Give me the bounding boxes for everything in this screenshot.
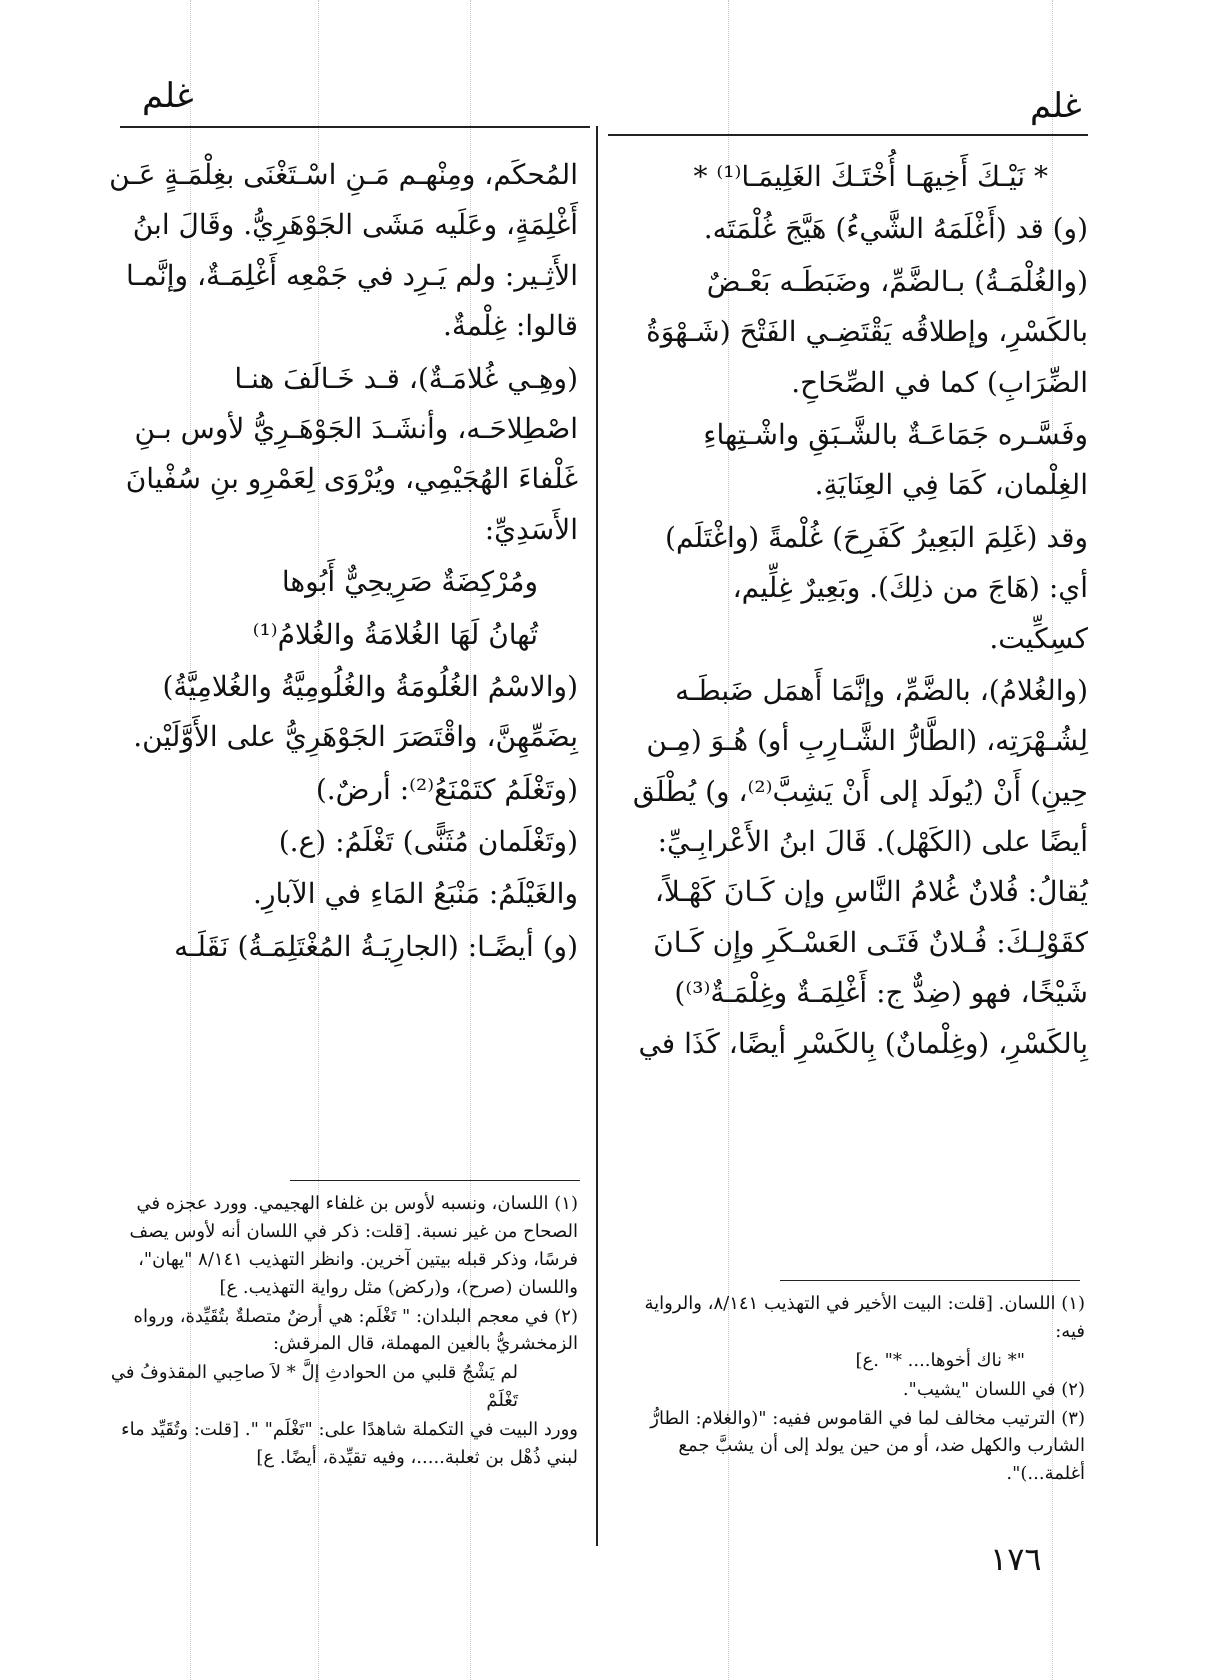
footnote: (١) اللسان. [قلت: البيت الأخير في التهذيب ٨/١٤١، والرواية فيه:: [644, 1293, 1085, 1342]
entry-paragraph: (و) أيضًـا: (الجارِيَـةُ المُغْتَلِمَـةُ) نَقَلَـه: [174, 929, 578, 963]
footnote-rule-left: [290, 1180, 580, 1181]
entry-paragraph: المُحكَم، ومِنْهـم مَـنِ اسْـتَغْنَى بغِلْمَـةٍ عَـن أَغْلِمَةٍ، وعَلَيه مَشَى الجَوْهَرِيُّ. وقَالَ ابنُ الأَثِـير: ولم يَـرِد في جَمْعِه أَغْلِمَـةٌ، وإنَّمـا قالوا: غِلْمةٌ.: [109, 158, 578, 343]
running-header-left: غلم: [142, 76, 194, 116]
entry-paragraph: (و) قد (أَغْلَمَهُ الشَّيءُ) هَيَّجَ غُلْمَتَه.: [703, 212, 1088, 246]
entry-paragraph: (والاسْمُ الغُلُومَةُ والغُلُومِيَّةُ والغُلامِيَّةُ) بِضَمِّهِنَّ، واقْتَصَرَ الجَوْهَرِيُّ على الأَوَّلَيْن.: [133, 669, 578, 754]
entry-paragraph: وقد (غَلِمَ البَعِيرُ كَفَرِحَ) غُلْمةً (واغْتَلَم) أي: (هَاجَ من ذلِكَ). وبَعِيرٌ غِلِّيم، كسِكِّيت.: [665, 520, 1088, 655]
footnote-rule-right: [780, 1280, 1080, 1281]
footnote-verse: لم يَشْجُ قلبي من الحوادثِ إلَّ * لاَ صاحِبي المقذوفُ في تَغْلَمْ: [110, 1362, 518, 1412]
entry-paragraph: (والغُلْمَـةُ) بـالضَّمِّ، وضَبَطَـه بَعْـضٌ بالكَسْرِ، وإطلاقُه يَقْتَضِـي الفَتْحَ (شَـهْوَةُ الضِّرَابِ) كما في الصِّحَاحِ.: [646, 264, 1088, 399]
footnote: (٢) في اللسان "يشيب".: [902, 1378, 1085, 1400]
footnote: وورد البيت في التكملة شاهدًا على: "تَغْلَم" ". [قلت: وتُقَيِّد ماء لبني ذُهْل بن ثعلبة.....، وفيه تقيِّدة، أيضًا. ع]: [121, 1419, 578, 1469]
footnote: (٣) الترتيب مخالف لما في القاموس ففيه: "(والغلام: الطارُّ الشارب والكهل ضد، أو من حين يولد إلى أن يشبَّ جمع أغلمة...)".: [650, 1407, 1085, 1485]
footnote-verse: "* ناك أخوها.... *" .ع]: [855, 1349, 1025, 1371]
header-rule-left: [120, 126, 590, 128]
entry-paragraph: وفَسَّـره جَمَاعَـةٌ بالشَّـبَقِ واشْـتِهاءِ الغِلْمان، كَمَا فِي العِنَايَةِ.: [703, 417, 1088, 502]
footnote: (١) اللسان، ونسبه لأوس بن غلفاء الهجيمي. وورد عجزه في الصحاح من غير نسبة. [قلت: ذكر في اللسان أنه لأوس يصف فرسًا، وذكر قبله بيتين آخرين. وانظر التهذيب ٨/١٤١ "يهان"، واللسان (صرح)، و(ركض) مثل رواية التهذيب. ع]: [129, 1193, 578, 1298]
entry-paragraph: والغَيْلَمُ: مَنْبَعُ المَاءِ في الآبارِ.: [253, 877, 578, 911]
entry-paragraph: (وتَغْلَمُ كتَمْنَعُ⁽²⁾: أرضٌ.): [315, 772, 578, 806]
entry-paragraph: (وتَغْلَمان مُثَنًّى) تَغْلَمُ: (ع.): [278, 825, 578, 859]
running-header-right: غلم: [1030, 86, 1082, 126]
verse-line: تُهانُ لَهَا الغُلامَةُ والغُلامُ⁽¹⁾: [252, 617, 538, 651]
entry-paragraph: (وهِـي غُلامَـةٌ)، قـد خَـالَفَ هنـا اصْطِلاحَـه، وأنشَـدَ الجَوْهَـرِيُّ لأوس بـنِ غَلْفاءَ الهُجَيْمِي، ويُرْوَى لِعَمْرِو بنِ سُفْيانَ الأَسَدِيِّ:: [125, 361, 578, 546]
left-footnotes: [108, 1190, 578, 1473]
verse-line: ومُرْكِضَةٌ صَرِيحِيٌّ أَبُوها: [281, 565, 538, 599]
right-column-text: [632, 152, 1088, 1071]
column-divider: [596, 126, 598, 1546]
header-rule-right: [608, 134, 1088, 136]
page-number: ١٧٦: [990, 1540, 1042, 1578]
right-footnotes: [625, 1290, 1085, 1489]
verse-line: * نَيْـكَ أَخِيهَـا أُخْتَـكَ الغَلِيمَـا⁽¹⁾ *: [693, 160, 1048, 193]
footnote: (٢) في معجم البلدان: " تَغْلَم: هي أرضٌ متصلةٌ بتُقَيِّدة، ورواه الزمخشريُّ بالعين المهملة، قال المرقش:: [133, 1305, 578, 1355]
entry-paragraph: (والغُلامُ)، بالضَّمِّ، وإنَّمَا أَهمَل ضَبطَـه لِشُـهْرَتِه، (الطَّارُّ الشَّـارِبِ أو) هُـوَ (مِـن حِينِ) أَنْ (يُولَد إلى أَنْ يَشِبَّ⁽²⁾، و) يُطْلَق أيضًا على (الكَهْل). قَالَ ابنُ الأَعْرابِـيِّ: يُقالُ: فُلانٌ غُلامُ النَّاسِ وإن كَـانَ كَهْـلاً، كقَوْلِـكَ: فُـلانٌ فَتَـى العَسْـكَرِ وإِن كَـانَ شَيْخًا، فهو (ضِدٌّ ج: أَغْلِمَـةٌ وغِلْمَـةٌ⁽³⁾) بِالكَسْرِ، (وغِلْمانٌ) بِالكَسْرِ أيضًا، كَذَا في: [632, 673, 1088, 1060]
left-column-text: [108, 150, 578, 974]
